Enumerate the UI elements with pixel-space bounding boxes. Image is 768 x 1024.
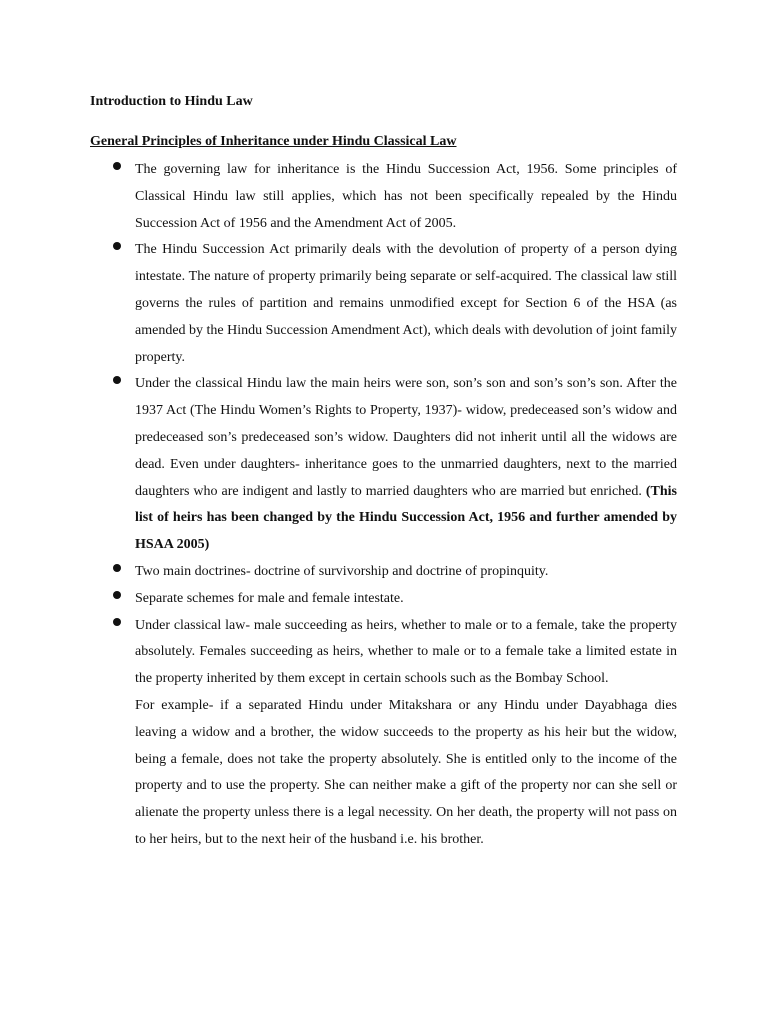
list-item-text <box>135 371 677 559</box>
bold-note: (This list of heirs has been changed by the Hindu Succession Act, 1956 and further amended by HSAA 2005) <box>135 483 677 553</box>
list-item-text: The Hindu Succession Act primarily deals with the devolution of property of a person dying intestate. The nature of property primarily being separate or self-acquired. The classical law still governs the rules of partition and remains unmodified except for Section 6 of the HSA (as amended by the Hindu Succession Amendment Act), which deals with devolution of joint family property. <box>135 242 678 365</box>
principles-list <box>0 157 768 854</box>
list-item-text: Two main doctrines- doctrine of survivorship and doctrine of propinquity. <box>135 563 549 579</box>
bullet-icon <box>113 564 121 572</box>
list-item <box>0 559 768 586</box>
bullet-icon <box>113 376 121 384</box>
list-item-text-main: Under the classical Hindu law the main heirs were son, son’s son and son’s son’s son. After the 1937 Act (The Hindu Women’s Rights to Property, 1937)- widow, predeceased son’s widow and predeceased son’s predeceased son’s widow. Daughters did not inherit until all the widows are dead. Even under daughters- inheritance goes to the unmarried daughters, next to the married daughters who are indigent and lastly to married daughters who are married but enriched. <box>135 376 677 499</box>
list-item <box>0 586 768 613</box>
list-item-text: Separate schemes for male and female intestate. <box>135 590 404 606</box>
list-item <box>0 237 768 371</box>
bullet-icon <box>113 162 121 170</box>
list-item-text: Under classical law- male succeeding as heirs, whether to male or to a female, take the property absolutely. Females succeeding as heirs, whether to male or to a female take a limited estate in the property inherited by them except in certain schools such as the Bombay School. <box>135 617 677 687</box>
section-heading: General Principles of Inheritance under Hindu Classical Law <box>90 134 457 149</box>
bullet-icon <box>113 242 121 250</box>
list-item <box>0 157 768 237</box>
list-item-text: The governing law for inheritance is the Hindu Succession Act, 1956. Some principles of Classical Hindu law still applies, which has not been specifically repealed by the Hindu Succession Act of 1956 and the Amendment Act of 2005. <box>135 162 677 231</box>
example-paragraph: For example- if a separated Hindu under Mitakshara or any Hindu under Dayabhaga dies leaving a widow and a brother, the widow succeeds to the property as his heir but the widow, being a female, does not take the property absolutely. She is entitled only to the income of the property and to use the property. She can neither make a gift of the property nor can she sell or alienate the property unless there is a legal necessity. On her death, the property will not pass on to her heirs, but to the next heir of the husband i.e. his brother. <box>135 697 677 847</box>
list-item <box>0 613 768 854</box>
bullet-icon <box>113 618 121 626</box>
document-title: Introduction to Hindu Law <box>90 94 253 109</box>
list-item <box>0 371 768 559</box>
bullet-icon <box>113 591 121 599</box>
